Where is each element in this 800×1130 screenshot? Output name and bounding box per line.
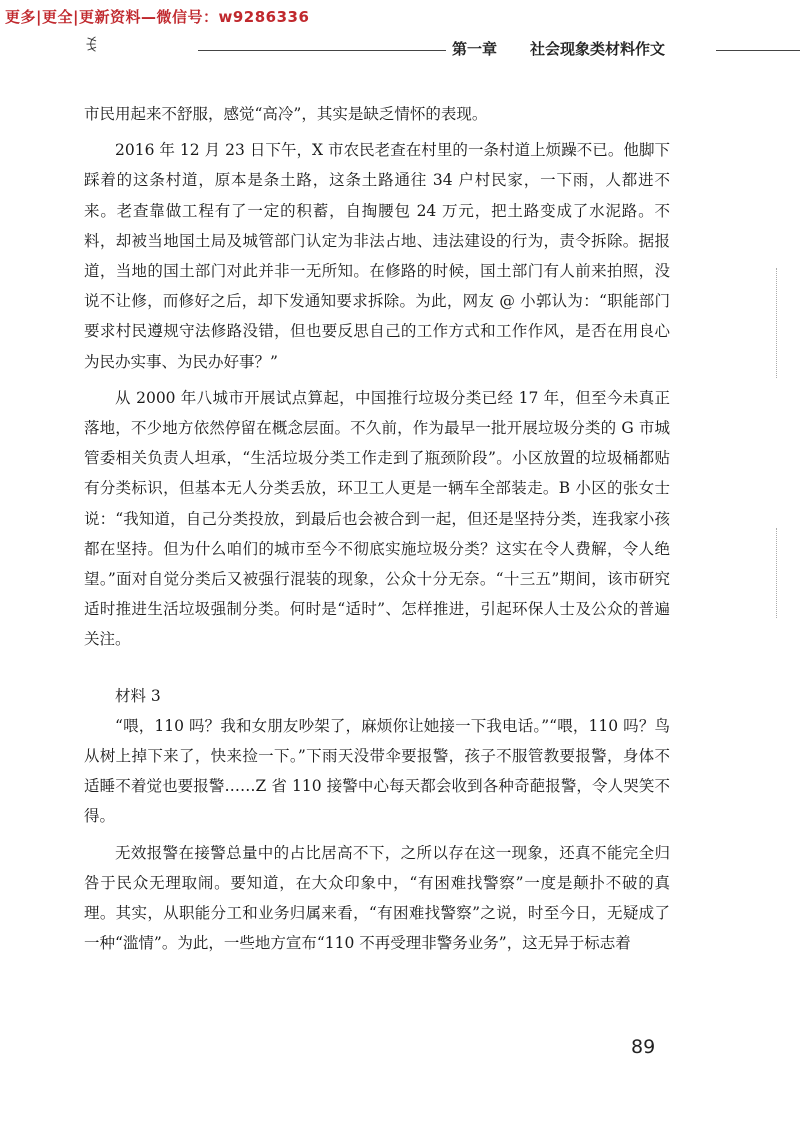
watermark-banner: 更多|更全|更新资料—微信号：w9286336 xyxy=(5,8,310,26)
header-rule-left xyxy=(198,50,446,51)
header-rule-right xyxy=(716,50,800,51)
paragraph-110-calls: “喂，110 吗？我和女朋友吵架了，麻烦你让她接一下我电话。”“喂，110 吗？鸟从树上掉下来了，快来捡一下。”下雨天没带伞要报警，孩子不服管教要报警，身体不适睡不着觉也要报警……Z 省 110 接警中心每天都会收到各种奇葩报警，令人哭笑不得。 xyxy=(84,716,670,826)
page-number: 89 xyxy=(631,1036,656,1058)
header-chapter: 第一章 xyxy=(452,40,498,58)
section-label-material-3: 材料 3 xyxy=(115,686,161,705)
paragraph-garbage-sorting: 从 2000 年八城市开展试点算起，中国推行垃圾分类已经 17 年，但至今未真正落地，不少地方依然停留在概念层面。不久前，作为最早一批开展垃圾分类的 G 市城管委相关负责人坦承，“生活垃圾分类工作走到了瓶颈阶段”。小区放置的垃圾桶都贴有分类标识，但基本无人分类丢放，环卫工人更是一辆车全部装走。B 小区的张女士说：“我知道，自己分类投放，到最后也会被合到一起，但还是坚持分类，连我家小孩都在坚持。但为什么咱们的城市至今不彻底实施垃圾分类？这实在令人费解，令人绝望。”面对自觉分类后又被强行混装的现象，公众十分无奈。“十三五”期间，该市研究适时推进生活垃圾强制分类。何时是“适时”、怎样推进，引起环保人士及公众的普遍关注。 xyxy=(84,388,670,649)
paragraph-road-dispute: 2016 年 12 月 23 日下午，X 市农民老查在村里的一条村道上烦躁不已。他脚下踩着的这条村道，原本是条土路，这条土路通往 34 户村民家，一下雨，人都进不来。老查靠做工程有了一定的积蓄，自掏腰包 24 万元，把土路变成了水泥路。不料，却被当地国土局及城管部门认定为非法占地、违法建设的行为，责令拆除。据报道，当地的国土部门对此并非一无所知。在修路的时候，国土部门有人前来拍照，没说不让修，而修好之后，却下发通知要求拆除。为此，网友 @ 小郭认为：“职能部门要求村民遵规守法修路没错，但也要反思自己的工作方式和工作作风，是否在用良心为民办实事、为民办好事？” xyxy=(84,141,670,371)
paragraph-continued: 市民用起来不舒服，感觉“高冷”，其实是缺乏情怀的表现。 xyxy=(84,105,488,123)
scan-edge-mark xyxy=(776,268,777,378)
paragraph-invalid-reports: 无效报警在接警总量中的占比居高不下，之所以存在这一现象，还真不能完全归咎于民众无理取闹。要知道，在大众印象中，“有困难找警察”一度是颠扑不破的真理。其实，从职能分工和业务归属来看，“有困难找警察”之说，时至今日，无疑成了一种“滥情”。为此，一些地方宣布“110 不再受理非警务业务”，这无异于标志着 xyxy=(84,843,670,953)
header-ornament-icon: ꉂ xyxy=(84,36,99,57)
scan-edge-mark xyxy=(776,528,777,618)
page-body xyxy=(84,99,670,958)
header-title: 社会现象类材料作文 xyxy=(530,40,666,58)
